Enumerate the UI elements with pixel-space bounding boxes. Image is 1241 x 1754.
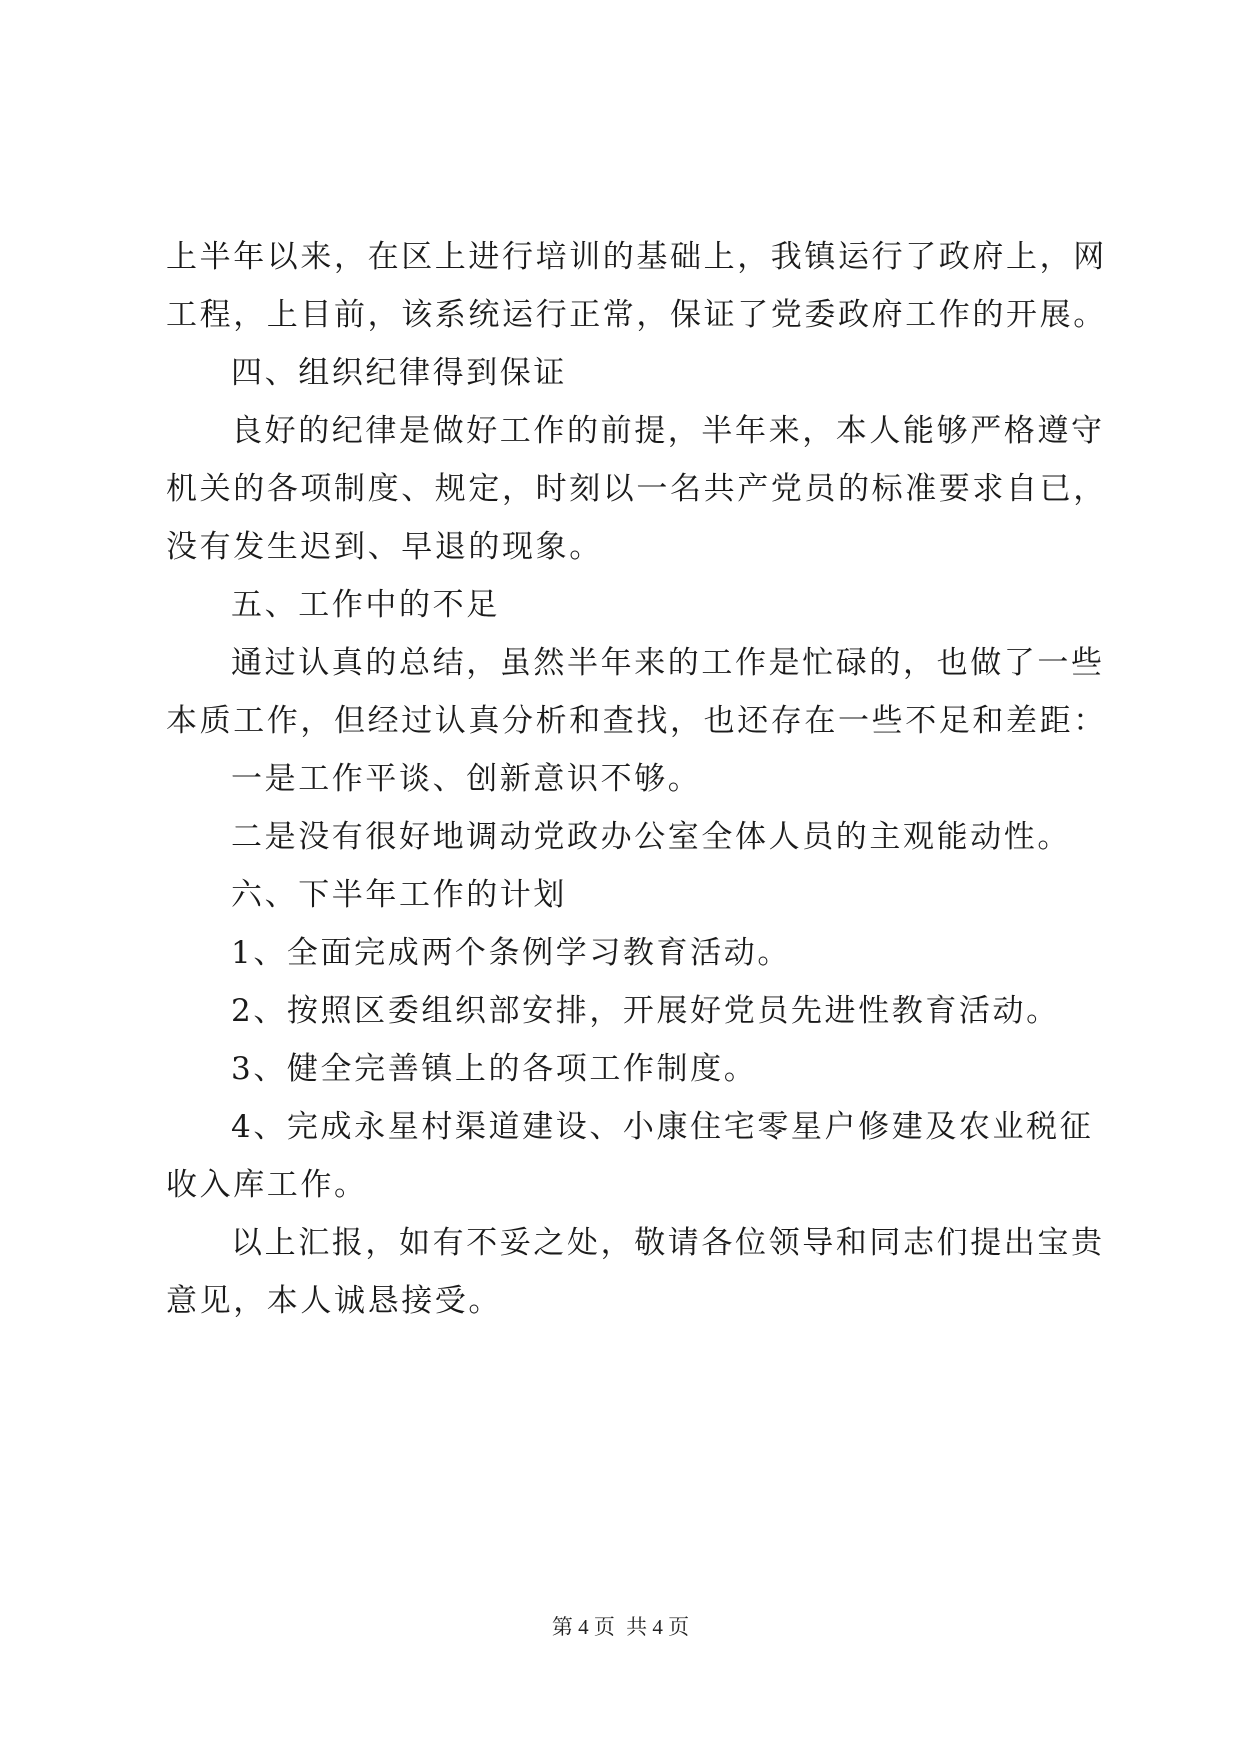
text-line: 六、下半年工作的计划: [231, 877, 567, 913]
page-total: 共 4 页: [626, 1615, 690, 1639]
document-body: [166, 228, 1107, 1330]
text-line: 五、工作中的不足: [231, 587, 500, 623]
text-line: 本质工作，但经过认真分析和查找，也还存在一些不足和差距：: [166, 703, 1107, 739]
text-line: 4、完成永星村渠道建设、小康住宅零星户修建及农业税征: [231, 1109, 1094, 1145]
page-footer: [0, 1611, 1241, 1641]
text-line: 良好的纪律是做好工作的前提，半年来，本人能够严格遵守: [231, 413, 1105, 449]
text-line: 以上汇报，如有不妥之处，敬请各位领导和同志们提出宝贵: [231, 1225, 1105, 1261]
text-line: 四、组织纪律得到保证: [231, 355, 567, 391]
text-line: 2、按照区委组织部安排，开展好党员先进性教育活动。: [231, 993, 1060, 1029]
page-number: 第 4 页: [551, 1615, 615, 1639]
text-line: 通过认真的总结，虽然半年来的工作是忙碌的，也做了一些: [231, 645, 1105, 681]
text-line: 一是工作平谈、创新意识不够。: [231, 761, 702, 797]
text-line: 工程，上目前，该系统运行正常，保证了党委政府工作的开展。: [166, 297, 1107, 333]
text-line: 1、全面完成两个条例学习教育活动。: [231, 935, 791, 971]
text-line: 意见，本人诚恳接受。: [166, 1283, 502, 1319]
text-line: 收入库工作。: [166, 1167, 368, 1203]
text-line: 没有发生迟到、早退的现象。: [166, 529, 603, 565]
text-line: 二是没有很好地调动党政办公室全体人员的主观能动性。: [231, 819, 1071, 855]
text-line: 3、健全完善镇上的各项工作制度。: [231, 1051, 758, 1087]
text-line: 上半年以来，在区上进行培训的基础上，我镇运行了政府上，网: [166, 239, 1107, 275]
text-line: 机关的各项制度、规定，时刻以一名共产党员的标准要求自已，: [166, 471, 1107, 507]
